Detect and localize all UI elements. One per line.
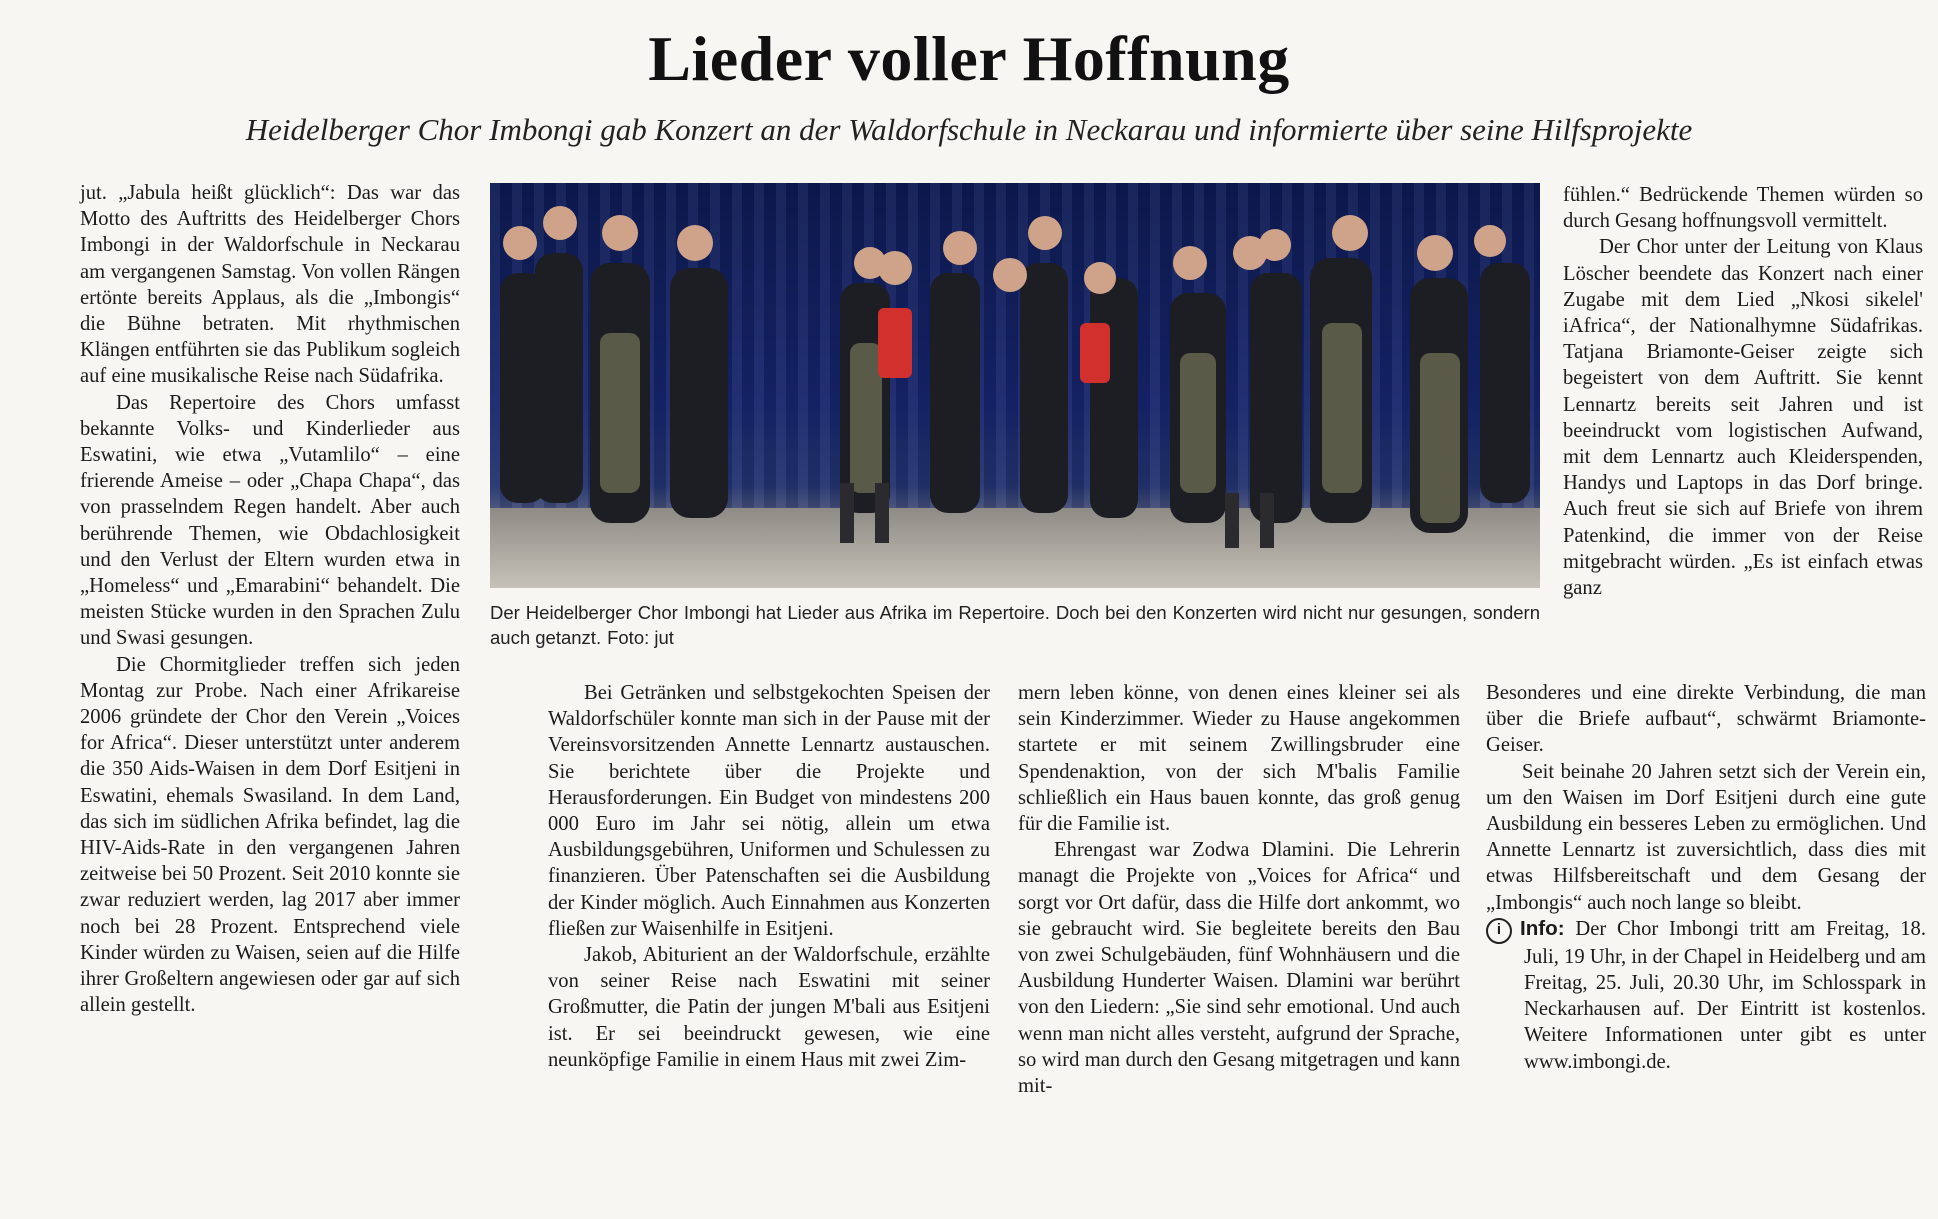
caption-text: Der Heidelberger Chor Imbongi hat Lieder aus Afrika im Repertoire. Doch bei den Konzerten wird nicht nur gesungen, sondern auch getanzt. <box>490 602 1540 648</box>
paragraph: Seit beinahe 20 Jahren setzt sich der Verein ein, um den Waisen im Dorf Esitjeni durch eine gute Ausbildung ein besseres Leben zu ermöglichen. Und Annette Lennartz ist zuversichtlich, dass dies mit etwas Hilfsbereitschaft und dem Gesang der „Imbongis“ auch noch lange so bleibt. <box>1486 760 1926 914</box>
subheadline: Heidelberger Chor Imbongi gab Konzert an der Waldorfschule in Neckarau und informierte über seine Hilfsprojekte <box>245 112 1693 147</box>
paragraph: Jakob, Abiturient an der Waldorfschule, erzählte von seiner Reise nach Eswatini mit seiner Großmutter, die Patin der jungen M'bali aus Esitjeni ist. Er sei beeindruckt gewesen, wie eine neunköpfige Familie in einem Haus mit zwei Zim- <box>548 944 990 1071</box>
info-icon: i <box>1486 918 1512 944</box>
article-column-2 <box>548 680 990 1180</box>
article-column-1 <box>80 180 460 1185</box>
info-box <box>1486 916 1926 1075</box>
paragraph: mern leben könne, von denen eines kleiner sei als sein Kinderzimmer. Wieder zu Hause angekommen startete er mit seinem Zwillingsbruder eine Spendenaktion, von der sich M'balis Familie schließlich ein Haus bauen konnte, das groß genug für die Familie ist. <box>1018 682 1460 836</box>
choir-singers-illustration <box>490 183 1540 588</box>
info-label: Info: <box>1520 916 1565 940</box>
choir-photo <box>490 183 1540 588</box>
headline: Lieder voller Hoffnung <box>648 23 1290 94</box>
paragraph: Bei Getränken und selbstgekochten Speisen der Waldorfschüler konnte man sich in der Pause mit der Vereinsvorsitzenden Annette Lennartz austauschen. Sie berichtete über die Projekte und Herausforderungen. Ein Budget von mindestens 200 000 Euro im Jahr sei nötig, allein um etwa Ausbildungsgebühren, Uniformen und Schulessen zu finanzieren. Über Patenschaften sei die Ausbildung der Kinder möglich. Auch Einnahmen aus Konzerten fließen zur Waisenhilfe in Esitjeni. <box>548 682 990 940</box>
photo-credit: Foto: jut <box>607 627 674 648</box>
paragraph: Besonderes und eine direkte Verbindung, die man über die Briefe aufbaut“, schwärmt Briamonte-Geiser. <box>1486 682 1926 757</box>
paragraph: Das Repertoire des Chors umfasst bekannte Volks- und Kinderlieder aus Eswatini, wie etwa „Vutamlilo“ – eine frierende Ameise – oder „Chapa Chapa“, das von prasselndem Regen handelt. Aber auch berührende Themen, wie Obdachlosigkeit und den Verlust der Eltern wurden etwa in „Homeless“ und „Emarabini“ behandelt. Die meisten Stücke wurden in den Sprachen Zulu und Swasi gesungen. <box>80 391 460 650</box>
paragraph: Der Chor unter der Leitung von Klaus Löscher beendete das Konzert nach einer Zugabe mit dem Lied „Nkosi sikelel' iAfrica“, der Nationalhymne Südafrikas. Tatjana Briamonte-Geiser zeigte sich begeistert von dem Auftritt. Sie kennt Lennartz bereits seit Jahren und ist beeindruckt vom logistischen Aufwand, mit dem Lennartz auch Kleiderspenden, Handys und Laptops in das Dorf bringe. Auch freut sie sich auf Briefe von ihrem Patenkind, die immer von der Reise mitgebracht würden. „Es ist einfach etwas ganz <box>1563 236 1923 600</box>
article-column-3 <box>1018 680 1460 1180</box>
paragraph: fühlen.“ Bedrückende Themen würden so durch Gesang hoffnungsvoll vermittelt. <box>1563 184 1923 233</box>
paragraph: Die Chormitglieder treffen sich jeden Montag zur Probe. Nach einer Afrikareise 2006 gründete der Chor den Verein „Voices for Africa“. Dieser unterstützt unter anderem die 350 Aids-Waisen in dem Dorf Esitjeni in Eswatini, ehemals Swasiland. In dem Land, das sich im südlichen Afrika befindet, lag die HIV-Aids-Rate in den vergangenen Jahren zeitweise bei 50 Prozent. Seit 2010 konnte sie zwar reduziert werden, lag 2017 aber immer noch bei 28 Prozent. Entsprechend viele Kinder würden zu Waisen, seien auf die Hilfe ihrer Großeltern angewiesen oder gar auf sich allein gestellt. <box>80 653 460 1017</box>
paragraph: Ehrengast war Zodwa Dlamini. Die Lehrerin managt die Projekte von „Voices for Africa“ und sorgt vor Ort dafür, dass die Hilfe dort ankommt, wo sie gebraucht wird. Sie begleitete bereits den Bau von zwei Schulgebäuden, fünf Wohnhäusern und die Ausbildung Hunderter Waisen. Dlamini war berührt von den Liedern: „Sie sind sehr emotional. Und auch wenn man nicht alles versteht, aufgrund der Sprache, so wird man durch den Gesang mitgetragen und kann mit- <box>1018 839 1460 1098</box>
article-column-4-top <box>1563 182 1923 678</box>
photo-caption <box>490 600 1540 650</box>
info-text: Der Chor Imbongi tritt am Freitag, 18. Juli, 19 Uhr, in der Chapel in Heidelberg und am Freitag, 25. Juli, 20.30 Uhr, im Schlosspark in Neckarhausen auf. Der Eintritt ist kostenlos. Weitere Informationen unter gibt es unter www.imbongi.de. <box>1524 917 1927 1073</box>
paragraph: jut. „Jabula heißt glücklich“: Das war das Motto des Auftritts des Heidelberger Chors Imbongi in der Waldorfschule in Neckarau am vergangenen Samstag. Von vollen Rängen ertönte bereits Applaus, als die „Imbongis“ die Bühne betraten. Mit rhythmischen Klängen entführten sie das Publikum sogleich auf eine musikalische Reise nach Südafrika. <box>80 182 460 388</box>
article-column-4-bottom <box>1486 680 1926 1180</box>
